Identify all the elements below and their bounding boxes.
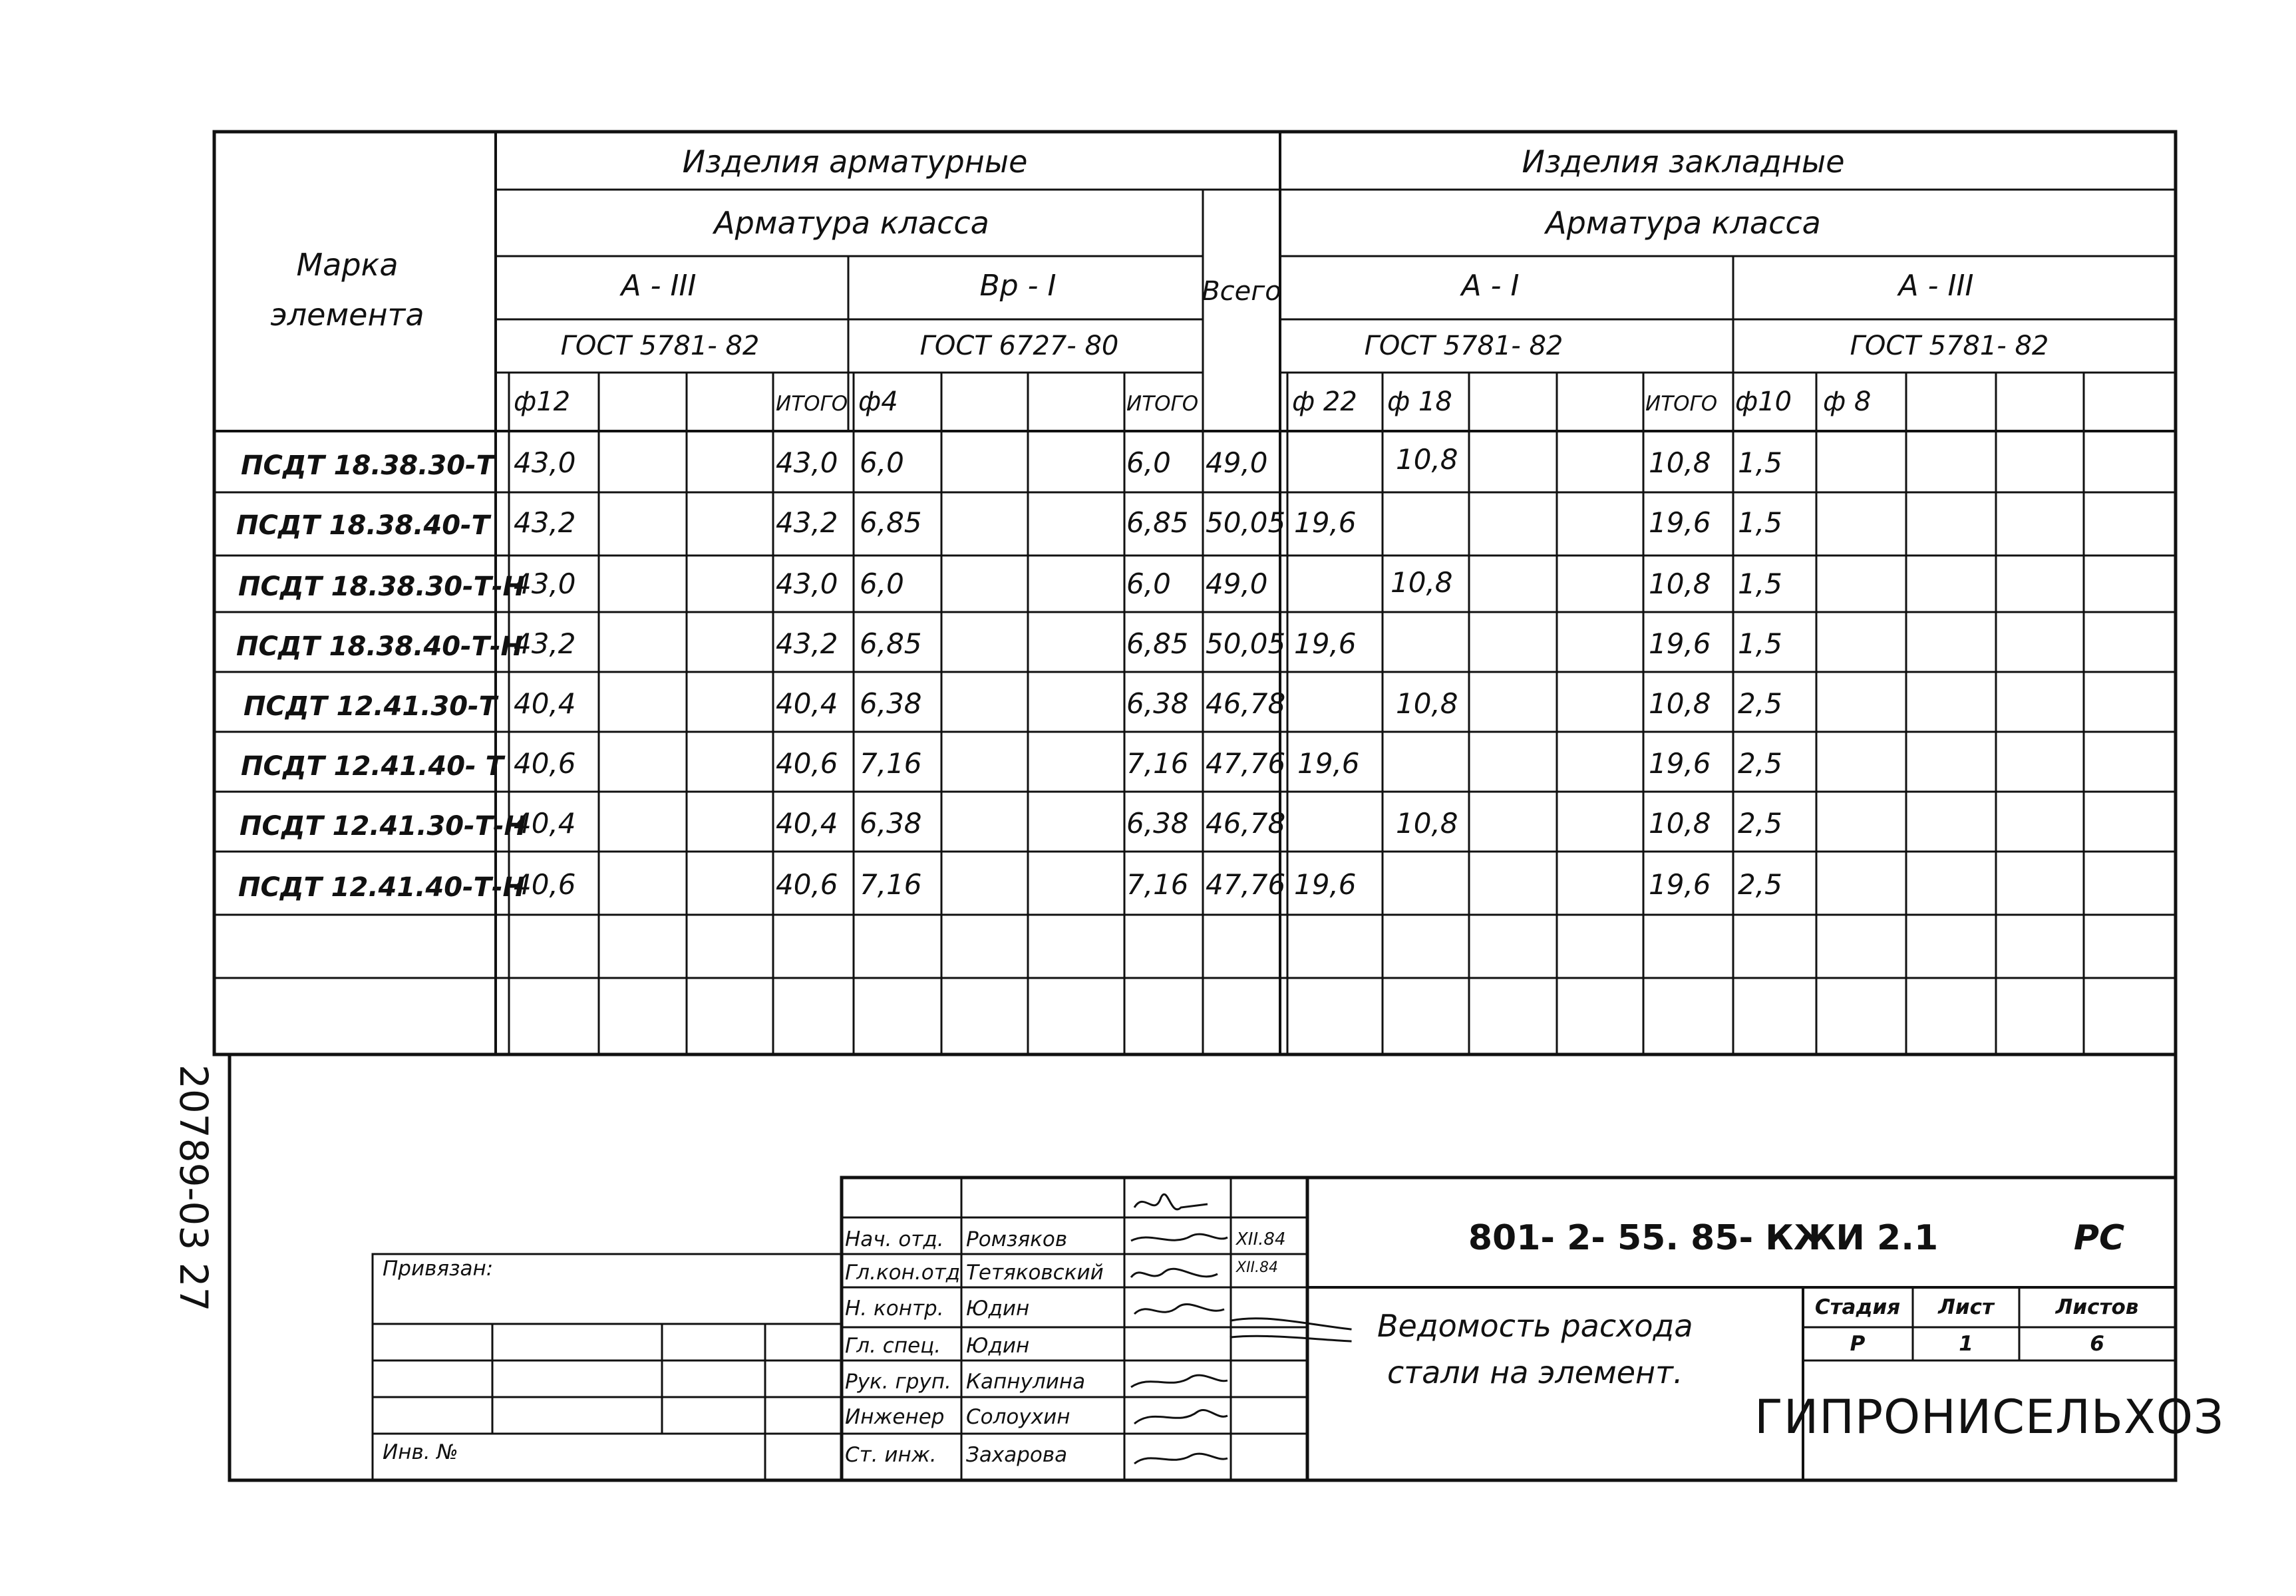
cell-d12: 43,2	[514, 506, 576, 539]
drawing-title-line2: стали на элемент.	[1387, 1355, 1683, 1390]
rebar-products-header: Изделия арматурные	[682, 144, 1028, 180]
signatory-role: Н. контр.	[845, 1297, 944, 1321]
signatory-name: Тетяковский	[966, 1261, 1104, 1285]
cell-d4: 6,38	[860, 687, 922, 720]
cell-itogo3: 19,6	[1649, 868, 1711, 901]
cell-d12: 40,6	[514, 747, 576, 780]
diameter-18: ф 18	[1387, 387, 1452, 417]
cell-itogo3: 10,8	[1649, 567, 1711, 600]
itogo-1: ИТОГО	[776, 392, 848, 416]
cell-itogo1: 40,6	[776, 868, 838, 901]
cell-itogo3: 19,6	[1649, 747, 1711, 780]
cell-itogo1: 43,0	[776, 446, 838, 479]
signatory-name: Солоухин	[966, 1405, 1070, 1429]
signatory-name: Капнулина	[966, 1370, 1086, 1394]
cell-d12: 43,0	[514, 567, 576, 600]
cell-d4: 6,85	[860, 627, 922, 660]
cell-total: 47,76	[1206, 747, 1286, 780]
cell-itogo1: 43,2	[776, 627, 838, 660]
cell-d12: 40,4	[514, 687, 576, 720]
cell-d18: 10,8	[1396, 443, 1458, 476]
cell-d10: 1,5	[1738, 567, 1782, 600]
cell-d10: 2,5	[1738, 687, 1782, 720]
cell-d22: 19,6	[1297, 747, 1360, 780]
cell-itogo1: 40,6	[776, 747, 838, 780]
cell-itogo3: 19,6	[1649, 506, 1711, 539]
sheets-label: Листов	[2055, 1295, 2139, 1319]
row-mark: ПСДТ 18.38.30-Т	[241, 450, 494, 481]
cell-total: 50,05	[1206, 627, 1286, 660]
cell-total: 50,05	[1206, 506, 1286, 539]
signatory-role: Гл. спец.	[845, 1334, 941, 1358]
signatures	[1131, 1194, 1228, 1464]
cell-d10: 2,5	[1738, 747, 1782, 780]
cell-d4: 7,16	[860, 868, 922, 901]
signatory-name: Захарова	[966, 1443, 1068, 1467]
sheet-value: 1	[1959, 1332, 1973, 1356]
cell-d4: 6,0	[860, 567, 904, 600]
cell-d18: 10,8	[1391, 566, 1453, 599]
side-stamp: 20789-03 27	[171, 1064, 216, 1312]
itogo-2: ИТОГО	[1126, 392, 1199, 416]
signatory-name: Юдин	[966, 1334, 1030, 1358]
cell-d12: 43,2	[514, 627, 576, 660]
diameter-22: ф 22	[1292, 387, 1357, 417]
signatory-role: Рук. груп.	[845, 1370, 951, 1394]
cell-d4: 6,38	[860, 807, 922, 840]
diameter-8: ф 8	[1823, 387, 1872, 417]
standard-a3-left: ГОСТ 5781- 82	[560, 331, 760, 361]
mark-label-line2: элемента	[270, 297, 424, 333]
class-vr1: Вр - I	[979, 269, 1057, 303]
stage-code: РС	[2073, 1218, 2125, 1258]
cell-d12: 43,0	[514, 446, 576, 479]
cell-itogo2: 6,0	[1126, 567, 1171, 600]
row-mark: ПСДТ 12.41.40-Т-Н	[238, 872, 526, 903]
itogo-3: ИТОГО	[1645, 392, 1718, 416]
drawing-title-line1: Ведомость расхода	[1377, 1308, 1693, 1344]
row-mark: ПСДТ 12.41.30-Т-Н	[240, 811, 527, 842]
signatory-name: Ромзяков	[966, 1227, 1068, 1251]
cell-d12: 40,4	[514, 807, 576, 840]
diameter-10: ф10	[1735, 387, 1792, 417]
cell-d18: 10,8	[1396, 807, 1458, 840]
cell-itogo3: 10,8	[1649, 807, 1711, 840]
cell-itogo3: 19,6	[1649, 627, 1711, 660]
stage-value: Р	[1850, 1332, 1866, 1356]
document-code: 801- 2- 55. 85- КЖИ 2.1	[1468, 1218, 1939, 1258]
cell-d10: 1,5	[1738, 627, 1782, 660]
cell-d18: 10,8	[1396, 687, 1458, 720]
cell-d22: 19,6	[1294, 627, 1357, 660]
standard-a1: ГОСТ 5781- 82	[1364, 331, 1563, 361]
cell-d4: 7,16	[860, 747, 922, 780]
signatory-role: Ст. инж.	[845, 1443, 937, 1467]
cell-itogo1: 40,4	[776, 687, 838, 720]
cell-total: 46,78	[1206, 807, 1286, 840]
cell-d10: 1,5	[1738, 446, 1782, 479]
signatory-name: Юдин	[966, 1297, 1030, 1321]
signatory-role: Гл.кон.отд	[845, 1261, 961, 1285]
cell-itogo3: 10,8	[1649, 687, 1711, 720]
diameter-4: ф4	[858, 387, 898, 417]
signatory-role: Инженер	[845, 1405, 945, 1429]
cell-d22: 19,6	[1294, 868, 1357, 901]
mark-label-line1: Марка	[296, 247, 399, 283]
rebar-class-header: Арматура класса	[714, 205, 989, 241]
cell-d4: 6,85	[860, 506, 922, 539]
cell-itogo2: 6,85	[1126, 506, 1189, 539]
embedded-class-header: Арматура класса	[1546, 205, 1821, 241]
class-a1: А - I	[1461, 269, 1520, 303]
diameter-12: ф12	[514, 387, 571, 417]
cell-total: 49,0	[1206, 567, 1268, 600]
tied-to-label: Привязан:	[383, 1257, 494, 1281]
cell-d4: 6,0	[860, 446, 904, 479]
class-a3-right: А - III	[1898, 269, 1974, 303]
row-mark: ПСДТ 18.38.40-Т-Н	[236, 631, 524, 662]
standard-vr1: ГОСТ 6727- 80	[919, 331, 1119, 361]
cell-d10: 2,5	[1738, 868, 1782, 901]
cell-itogo1: 40,4	[776, 807, 838, 840]
cell-d12: 40,6	[514, 868, 576, 901]
cell-total: 46,78	[1206, 687, 1286, 720]
cell-d10: 1,5	[1738, 506, 1782, 539]
sheet-label: Лист	[1938, 1295, 1994, 1319]
embedded-products-header: Изделия закладные	[1522, 144, 1845, 180]
cell-itogo2: 6,85	[1126, 627, 1189, 660]
cell-total: 49,0	[1206, 446, 1268, 479]
class-a3-left: А - III	[621, 269, 697, 303]
inv-number-label: Инв. №	[383, 1440, 458, 1464]
date-2: XII.84	[1236, 1259, 1279, 1276]
cell-d22: 19,6	[1294, 506, 1357, 539]
cell-itogo1: 43,2	[776, 506, 838, 539]
row-mark: ПСДТ 18.38.40-Т	[236, 510, 490, 541]
row-mark: ПСДТ 18.38.30-Т-Н	[238, 571, 526, 602]
cell-itogo2: 7,16	[1126, 868, 1189, 901]
organization-name: ГИПРОНИСЕЛЬХОЗ	[1754, 1390, 2224, 1444]
standard-a3-right: ГОСТ 5781- 82	[1850, 331, 2049, 361]
cell-itogo2: 7,16	[1126, 747, 1189, 780]
sheets-value: 6	[2090, 1332, 2104, 1356]
cell-itogo2: 6,0	[1126, 446, 1171, 479]
cell-itogo1: 43,0	[776, 567, 838, 600]
row-mark: ПСДТ 12.41.40- Т	[241, 751, 504, 782]
signatory-role: Нач. отд.	[845, 1227, 944, 1251]
stage-label: Стадия	[1814, 1295, 1901, 1319]
date-1: XII.84	[1236, 1229, 1286, 1249]
cell-itogo2: 6,38	[1126, 807, 1189, 840]
cell-itogo3: 10,8	[1649, 446, 1711, 479]
total-header: Всего	[1202, 276, 1281, 307]
cell-itogo2: 6,38	[1126, 687, 1189, 720]
cell-d10: 2,5	[1738, 807, 1782, 840]
row-mark: ПСДТ 12.41.30-Т	[244, 691, 497, 722]
cell-total: 47,76	[1206, 868, 1286, 901]
